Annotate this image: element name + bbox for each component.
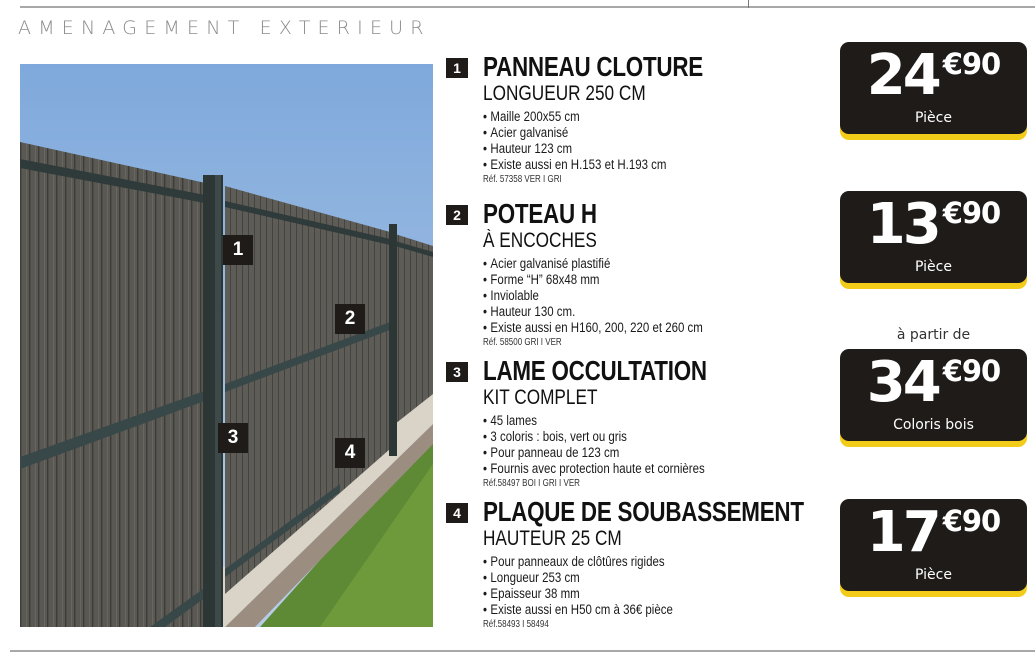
product-number-badge: 1	[446, 58, 468, 78]
price-tag-4	[840, 499, 1027, 591]
product-reference: Réf.58493 I 58494	[483, 619, 549, 630]
feature-item: • 45 lames	[483, 413, 783, 429]
price-decimal: €90	[942, 354, 1001, 388]
photo-marker-1: 1	[223, 235, 253, 265]
price-decimal: €90	[942, 504, 1001, 538]
price-unit: Pièce	[915, 110, 952, 126]
price-unit: Coloris bois	[893, 417, 974, 433]
product-number-badge: 3	[446, 362, 468, 382]
price-badge	[840, 191, 1027, 283]
product-panneau-cloture	[446, 52, 836, 187]
bottom-divider	[10, 650, 1035, 652]
price-amount	[840, 43, 1027, 108]
feature-item: • Existe aussi en H.153 et H.193 cm	[483, 157, 783, 173]
product-reference: Réf. 58500 GRI I VER	[483, 337, 562, 348]
feature-item: • Fournis avec protection haute et cornières	[483, 461, 783, 477]
top-divider	[20, 6, 1035, 8]
price-decimal: €90	[942, 47, 1001, 81]
feature-item: • Forme “H” 68x48 mm	[483, 272, 783, 288]
feature-item: • Pour panneau de 123 cm	[483, 445, 783, 461]
price-tag-2	[840, 191, 1027, 283]
feature-item: • Acier galvanisé plastifié	[483, 256, 783, 272]
fence-photo	[20, 64, 433, 627]
price-amount	[840, 500, 1027, 565]
product-subtitle: HAUTEUR 25 CM	[483, 527, 622, 550]
price-integer: 24	[866, 43, 939, 108]
price-tag-3	[840, 327, 1027, 441]
price-badge	[840, 42, 1027, 134]
product-subtitle: KIT COMPLET	[483, 386, 598, 409]
feature-item: • 3 coloris : bois, vert ou gris	[483, 429, 783, 445]
product-title: PLAQUE DE SOUBASSEMENT	[483, 496, 804, 527]
price-tag-1	[840, 42, 1027, 134]
feature-item: • Longueur 253 cm	[483, 570, 783, 586]
feature-item: • Existe aussi en H160, 200, 220 et 260 cm	[483, 320, 783, 336]
price-amount	[840, 350, 1027, 415]
feature-item: • Pour panneaux de clôtûres rigides	[483, 554, 783, 570]
price-amount	[840, 192, 1027, 257]
feature-item: • Acier galvanisé	[483, 125, 783, 141]
product-number-badge: 4	[446, 503, 468, 523]
photo-marker-4: 4	[335, 438, 365, 468]
price-integer: 17	[866, 500, 939, 565]
product-title: PANNEAU CLOTURE	[483, 51, 703, 82]
price-prefix: à partir de	[896, 327, 971, 343]
feature-item: • Inviolable	[483, 288, 783, 304]
product-number-badge: 2	[446, 205, 468, 225]
price-unit: Pièce	[915, 259, 952, 275]
price-integer: 13	[866, 192, 939, 257]
product-subtitle: À ENCOCHES	[483, 229, 597, 252]
section-title: AMENAGEMENT EXTERIEUR	[18, 17, 431, 39]
product-features	[483, 413, 836, 477]
product-lame-occultation	[446, 356, 836, 491]
feature-item: • Epaisseur 38 mm	[483, 586, 783, 602]
photo-marker-2: 2	[335, 304, 365, 334]
feature-item: • Maille 200x55 cm	[483, 109, 783, 125]
product-features	[483, 109, 836, 173]
photo-marker-3: 3	[218, 423, 248, 453]
price-unit: Pièce	[915, 567, 952, 583]
top-divider-tick	[748, 0, 749, 8]
product-features	[483, 256, 836, 336]
product-reference: Réf.58497 BOI I GRI I VER	[483, 478, 580, 489]
price-decimal: €90	[942, 196, 1001, 230]
product-reference: Réf. 57358 VER I GRI	[483, 174, 562, 185]
product-title: POTEAU H	[483, 198, 597, 229]
price-badge	[840, 499, 1027, 591]
fence-illustration	[20, 64, 433, 627]
product-subtitle: LONGUEUR 250 CM	[483, 82, 646, 105]
product-features	[483, 554, 836, 618]
price-integer: 34	[866, 350, 939, 415]
feature-item: • Hauteur 130 cm.	[483, 304, 783, 320]
product-title: LAME OCCULTATION	[483, 355, 707, 386]
product-plaque-soubassement	[446, 497, 836, 632]
feature-item: • Existe aussi en H50 cm à 36€ pièce	[483, 602, 783, 618]
product-poteau-h	[446, 199, 836, 350]
price-badge	[840, 349, 1027, 441]
feature-item: • Hauteur 123 cm	[483, 141, 783, 157]
